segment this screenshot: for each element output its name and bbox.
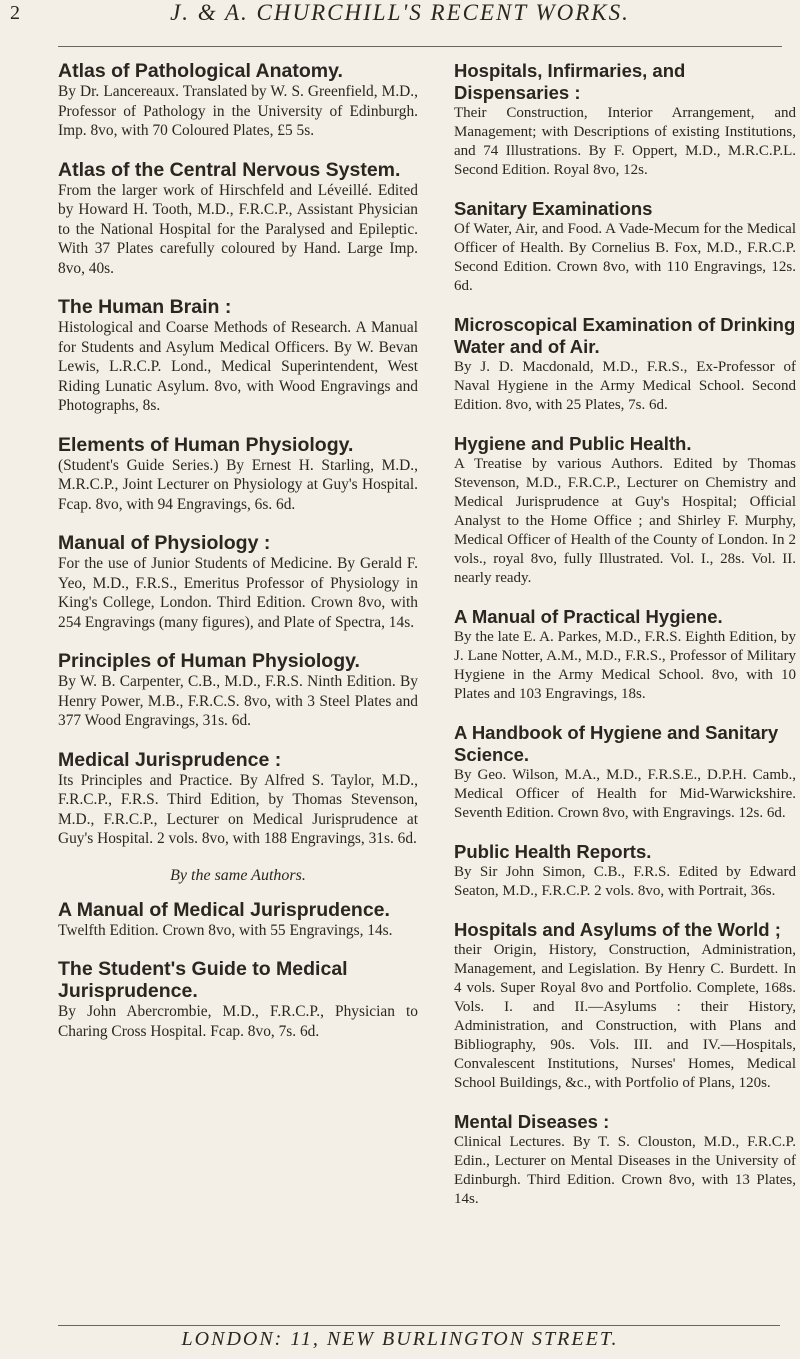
- book-entry: [58, 434, 418, 515]
- book-entry: [58, 650, 418, 731]
- entry-title: Manual of Physiology :: [58, 532, 271, 554]
- entry-body: Twelfth Edition. Crown 8vo, with 55 Engravings, 14s.: [58, 921, 393, 939]
- book-entry: [454, 1111, 796, 1209]
- entry-title: The Human Brain :: [58, 296, 232, 318]
- entry-body: Clinical Lectures. By T. S. Clouston, M.D., F.R.C.P. Edin., Lecturer on Mental Diseases in the University of Edinburgh. Third Edition. Crown 8vo, with 13 Plates, 14s.: [454, 1134, 796, 1207]
- book-entry: [454, 722, 796, 823]
- page-number: 2: [10, 2, 20, 24]
- entry-body: By J. D. Macdonald, M.D., F.R.S., Ex-Professor of Naval Hygiene in the Army Medical School. Second Edition. 8vo, with 25 Plates, 7s. 6d.: [454, 359, 796, 413]
- entry-title: Medical Jurisprudence :: [58, 748, 282, 771]
- entry-body: By Sir John Simon, C.B., F.R.S. Edited by Edward Seaton, M.D., F.R.C.P. 2 vols. 8vo, with Portrait, 36s.: [454, 864, 796, 899]
- right-column: [454, 60, 796, 1227]
- same-authors-note: By the same Authors.: [170, 866, 306, 884]
- book-entry: [58, 532, 418, 632]
- entry-body: (Student's Guide Series.) By Ernest H. Starling, M.D., M.R.C.P., Joint Lecturer on Physiology at Guy's Hospital. Fcap. 8vo, with 94 Engravings, 6s. 6d.: [58, 456, 418, 513]
- book-entry: [454, 198, 796, 296]
- book-entry: [58, 899, 418, 941]
- page-footer: LONDON: 11, NEW BURLINGTON STREET.: [181, 1328, 619, 1350]
- book-entry: [454, 314, 796, 415]
- entry-body: A Treatise by various Authors. Edited by Thomas Stevenson, M.D., F.R.C.P., Lecturer on Chemistry and Medical Jurisprudence at Guy's Hospital; Official Analyst to the Home Office ; and Shirley F. Murphy, Medical Officer of Health of the County of London. In 2 vols., royal 8vo, fully Illustrated. Vol. I., 28s. Vol. II. nearly ready.: [454, 456, 796, 586]
- entry-body: Its Principles and Practice. By Alfred S. Taylor, M.D., F.R.C.P., F.R.S. Third Edition, by Thomas Stevenson, M.D., F.R.C.P., Lecturer on Medical Jurisprudence at Guy's Hospital. 2 vols. 8vo, with 188 Engravings, 31s. 6d.: [58, 771, 418, 847]
- entry-title: Microscopical Examination of Drinking Water and of Air.: [454, 314, 796, 357]
- entry-title: Sanitary Examinations: [454, 198, 653, 219]
- entry-body: By W. B. Carpenter, C.B., M.D., F.R.S. Ninth Edition. By Henry Power, M.B., F.R.C.S. 8vo, with 3 Steel Plates and 377 Wood Engravings, 31s. 6d.: [58, 673, 418, 729]
- entry-body: By Geo. Wilson, M.A., M.D., F.R.S.E., D.P.H. Camb., Medical Officer of Health for Mid-Warwickshire. Seventh Edition. Crown 8vo, with Engravings. 12s. 6d.: [454, 767, 796, 821]
- entry-body: Of Water, Air, and Food. A Vade-Mecum for the Medical Officer of Health. By Cornelius B. Fox, M.D., F.R.C.P. Second Edition. Crown 8vo, with 110 Engravings, 12s. 6d.: [454, 221, 796, 294]
- left-column: [58, 60, 418, 1059]
- entry-body: For the use of Junior Students of Medicine. By Gerald F. Yeo, M.D., F.R.S., Emeritus Professor of Physiology in King's College, London. Third Edition. Crown 8vo, with 254 Engravings (many figures), and Plate of Spectra, 14s.: [58, 555, 418, 631]
- book-entry: [58, 958, 418, 1041]
- entry-body: By the late E. A. Parkes, M.D., F.R.S. Eighth Edition, by J. Lane Notter, A.M., M.D., F.R.S., Professor of Military Hygiene in the Army Medical School. 8vo, with 10 Plates and 103 Engravings, 18s.: [454, 629, 796, 702]
- entry-title: A Manual of Practical Hygiene.: [454, 606, 723, 627]
- entry-title: Mental Diseases :: [454, 1111, 610, 1132]
- entry-title: Hospitals, Infirmaries, and Dispensaries :: [454, 60, 686, 103]
- entry-title: Atlas of Pathological Anatomy.: [58, 60, 343, 82]
- entry-title: A Handbook of Hygiene and Sanitary Science.: [454, 722, 779, 765]
- book-entry: [454, 433, 796, 588]
- entry-title: Elements of Human Physiology.: [58, 433, 354, 456]
- book-entry: [58, 60, 418, 141]
- entry-body: By John Abercrombie, M.D., F.R.C.P., Physician to Charing Cross Hospital. Fcap. 8vo, 7s. 6d.: [58, 1003, 418, 1040]
- book-entry: [454, 841, 796, 901]
- entry-body: By Dr. Lancereaux. Translated by W. S. Greenfield, M.D., Professor of Pathology in the University of Edinburgh. Imp. 8vo, with 70 Coloured Plates, £5 5s.: [58, 83, 418, 139]
- entry-body: their Origin, History, Construction, Administration, Management, and Legislation. By Henry C. Burdett. In 4 vols. Super Royal 8vo and Portfolio. Complete, 168s. Vols. I. and II.—Asylums : their History, Administration, and Construction, with Plans and Bibliography, 90s. Vols. III. and IV.—Hospitals, Convalescent Institutions, Nurses' Homes, Medical School Buildings, &c., with Portfolio of Plans, 120s.: [454, 942, 796, 1091]
- entry-title: Hygiene and Public Health.: [454, 433, 692, 454]
- entry-title: A Manual of Medical Jurisprudence.: [58, 898, 390, 921]
- header-divider: [58, 46, 782, 47]
- book-entry: [454, 606, 796, 704]
- entry-body: From the larger work of Hirschfeld and Léveillé. Edited by Howard H. Tooth, M.D., F.R.C.P., Assistant Physician to the National Hospital for the Paralysed and Epileptic. With 37 Plates carefully coloured by Hand. Large Imp. 8vo, 40s.: [58, 181, 418, 277]
- book-entry: [454, 919, 796, 1093]
- entry-body: Their Construction, Interior Arrangement, and Management; with Descriptions of existing Institutions, and 74 Illustrations. By F. Oppert, M.D., M.R.C.P.L. Second Edition. Royal 8vo, 12s.: [454, 105, 796, 178]
- book-entry: [58, 749, 418, 849]
- page-header: J. & A. CHURCHILL'S RECENT WORKS.: [170, 0, 630, 25]
- entry-title: The Student's Guide to Medical Jurisprudence.: [58, 958, 348, 1002]
- entry-title: Principles of Human Physiology.: [58, 650, 360, 672]
- book-entry: [454, 60, 796, 180]
- book-entry: [58, 296, 418, 416]
- entry-title: Hospitals and Asylums of the World ;: [454, 919, 781, 940]
- book-entry: [58, 159, 418, 279]
- entry-body: Histological and Coarse Methods of Research. A Manual for Students and Asylum Medical Officers. By W. Bevan Lewis, L.R.C.P. Lond., Medical Superintendent, West Riding Lunatic Asylum. 8vo, with Wood Engravings and Photographs, 8s.: [58, 319, 418, 414]
- entry-title: Public Health Reports.: [454, 841, 652, 862]
- footer-divider: [58, 1325, 780, 1326]
- entry-title: Atlas of the Central Nervous System.: [58, 158, 401, 181]
